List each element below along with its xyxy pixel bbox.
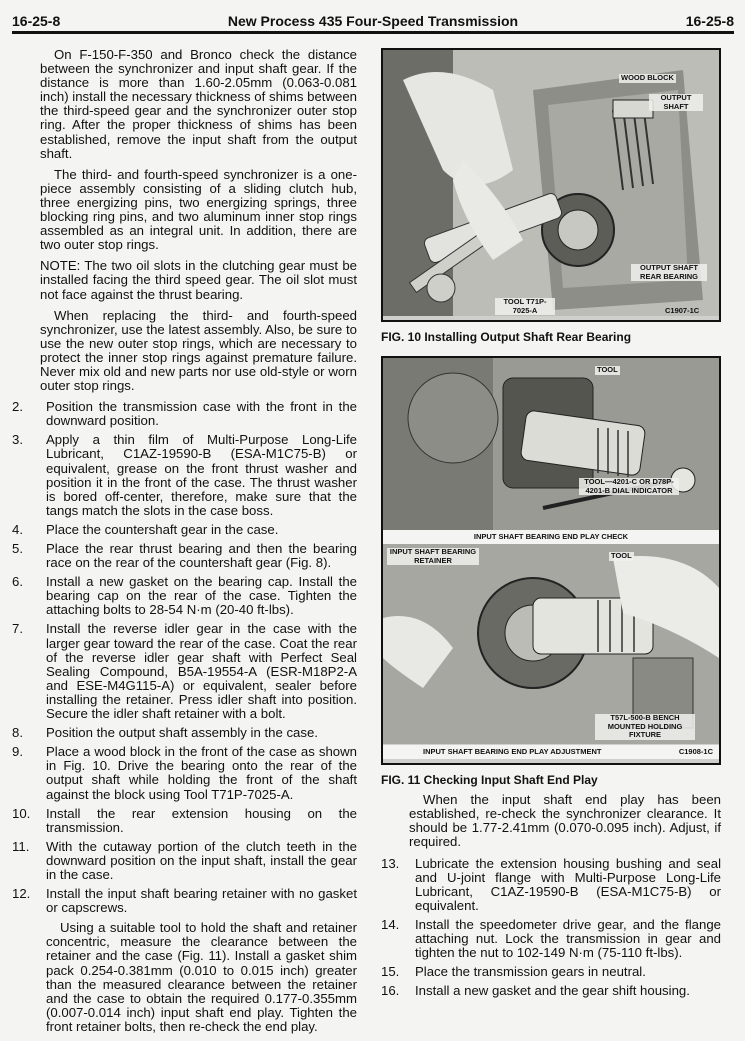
page-number-left: 16-25-8 — [12, 13, 61, 29]
step-number: 4. — [12, 521, 23, 537]
figure-10-photo — [381, 48, 721, 322]
step-item — [381, 857, 721, 913]
step-item — [12, 433, 357, 518]
step-number: 3. — [12, 432, 23, 448]
label-holding-fixture: T57L-500-B BENCH MOUNTED HOLDING FIXTURE — [595, 714, 695, 740]
note-paragraph: NOTE: The two oil slots in the clutching gear must be installed facing the third speed gear. The oil slot must not face against the thrust bearing. — [40, 258, 357, 302]
right-column — [381, 48, 721, 1003]
step-number: 14. — [381, 916, 400, 932]
paragraph: The third- and fourth-speed synchronizer is a one-piece assembly consisting of a sliding clutch hub, three energizing pins, two energizing springs, three blocking ring pins, and two aluminum inner stop rings assembled as an integral unit. In addition, there are two outer stop rings. — [40, 166, 357, 253]
step-item — [12, 745, 357, 801]
step-item — [381, 965, 721, 979]
paragraph: When the input shaft end play has been established, re-check the synchronizer clearance. It should be 1.77-2.41mm (0.070-0.095 inch). Adjust, if required. — [409, 792, 721, 850]
figure-11-caption: FIG. 11 Checking Input Shaft End Play — [381, 773, 598, 788]
step-number: 9. — [12, 744, 23, 760]
step-number: 8. — [12, 725, 23, 741]
step-text: Install the speedometer drive gear, and the flange attaching nut. Lock the transmission in gear and tighten the nut to 102-149 N·m (75-110 ft-lbs). — [415, 916, 721, 961]
step-item — [12, 542, 357, 570]
page-title: New Process 435 Four-Speed Transmission — [227, 13, 519, 29]
step-item — [12, 840, 357, 882]
figure-code: C1908-1C — [678, 747, 713, 757]
step-text: Install a new gasket on the bearing cap. Install the bearing cap on the rear of the case. Tighten the attaching bolts to 28-54 N·m (20-40 ft-lbs). — [46, 574, 357, 618]
label-tool-top: TOOL — [597, 365, 618, 375]
label-rear-bearing: OUTPUT SHAFT REAR BEARING — [631, 264, 707, 281]
step-text: Install the reverse idler gear in the case with the larger gear toward the rear of the case. Coat the rear of the reverse idler gear shaft with Perfect Seal Sealing Compound, B5A-19554-A (ESR-M18P2-A and ESE-M4G115-A) or equivalent, sealer before installing the retainer. Press idler shaft into position. Secure the idler shaft retainer with a bolt. — [46, 621, 357, 722]
step-item — [12, 807, 357, 835]
step-item — [12, 887, 357, 915]
step-text: Position the output shaft assembly in the case. — [46, 725, 318, 741]
step-item — [381, 984, 721, 998]
label-bearing-retainer: INPUT SHAFT BEARING RETAINER — [387, 548, 479, 565]
procedure-steps — [12, 400, 357, 915]
label-dial-indicator: TOOL—4201-C OR D78P-4201-B DIAL INDICATOR — [579, 478, 679, 495]
band-end-play-check: INPUT SHAFT BEARING END PLAY CHECK — [383, 530, 719, 544]
step-text: Install a new gasket and the gear shift housing. — [415, 983, 690, 999]
paragraph: On F-150-F-350 and Bronco check the distance between the synchronizer and input shaft gear. If the distance is more than 1.60-2.05mm (0.063-0.081 inch) install the necessary thickness of shims between the third-speed gear and the synchronizer outer stop ring. After the proper thickness of shims has been established, remove the input shaft from the output shaft. — [40, 47, 357, 161]
step-text: Place the rear thrust bearing and then the bearing race on the rear of the countershaft gear (Fig. 8). — [46, 541, 357, 571]
step-number: 10. — [12, 805, 31, 821]
band-adjustment-text: INPUT SHAFT BEARING END PLAY ADJUSTMENT — [423, 747, 602, 757]
label-tool-bottom: TOOL — [611, 551, 632, 561]
step-number: 6. — [12, 574, 23, 590]
paragraph: When replacing the third- and fourth-speed synchronizer, use the latest assembly. Also, be sure to use the new outer stop rings, which are necessary to protect the inner stop rings against premature failure. Never mix old and new parts nor use old-style or worn outer stop rings. — [40, 307, 357, 394]
step-number: 2. — [12, 399, 23, 415]
page-header — [12, 10, 734, 32]
left-column — [12, 48, 357, 1041]
paragraph: Using a suitable tool to hold the shaft and retainer concentric, measure the clearance between the retainer and the case (Fig. 11). Install a gasket shim pack 0.254-0.381mm (0.010 to 0.015 inch) greater than the measured clearance between the retainer and the case to obtain the required 0.177-0.355mm (0.007-0.014 inch) input shaft end play. Tighten the front retainer bolts, then re-check the end play. — [46, 920, 357, 1034]
step-item — [12, 575, 357, 617]
procedure-steps-continued — [381, 857, 721, 999]
step-number: 13. — [381, 855, 400, 871]
step-number: 11. — [12, 838, 30, 854]
step-text: Install the rear extension housing on the transmission. — [46, 805, 357, 835]
header-rule — [12, 31, 734, 34]
step-number: 15. — [381, 964, 400, 980]
figure-10-caption: FIG. 10 Installing Output Shaft Rear Bearing — [381, 330, 632, 344]
step-text: Place the transmission gears in neutral. — [415, 964, 646, 980]
step-text: Lubricate the extension housing bushing and seal and U-joint flange with Multi-Purpose Long-Life Lubricant, C1AZ-19590-B (ESA-M1C75-B) or equivalent. — [415, 855, 721, 913]
step-item — [12, 726, 357, 740]
label-tool: TOOL T71P-7025-A — [495, 298, 555, 315]
label-wood-block: WOOD BLOCK — [621, 73, 674, 82]
step-text: Apply a thin film of Multi-Purpose Long-Life Lubricant, C1AZ-19590-B (ESA-M1C75-B) or equivalent, grease on the front thrust washer and position it in the front of the case. The thrust washer is bored off-center, therefore, make sure that the tangs match the slots in the case boss. — [46, 432, 357, 518]
band-end-play-adjustment — [383, 745, 719, 759]
step-text: Position the transmission case with the front in the downward position. — [46, 399, 357, 429]
step-number: 5. — [12, 541, 23, 556]
step-number: 7. — [12, 621, 23, 637]
figure-11-photo — [381, 356, 721, 765]
step-text: Install the input shaft bearing retainer with no gasket or capscrews. — [46, 886, 357, 916]
step-item — [12, 400, 357, 428]
figure-code: C1907-1C — [665, 306, 700, 315]
page-number-right: 16-25-8 — [685, 13, 734, 29]
step-text: With the cutaway portion of the clutch teeth in the downward position on the input shaft, install the gear in the case. — [46, 838, 357, 882]
label-output-shaft: OUTPUT SHAFT — [649, 94, 703, 111]
step-item — [12, 523, 357, 537]
step-text: Place the countershaft gear in the case. — [46, 521, 279, 537]
step-item — [381, 918, 721, 960]
step-number: 16. — [381, 983, 400, 999]
step-item — [12, 622, 357, 721]
step-text: Place a wood block in the front of the case as shown in Fig. 10. Drive the bearing onto the rear of the output shaft while holding the front of the shaft against the block using Tool T71P-7025-A. — [46, 744, 357, 802]
step-number: 12. — [12, 886, 31, 902]
